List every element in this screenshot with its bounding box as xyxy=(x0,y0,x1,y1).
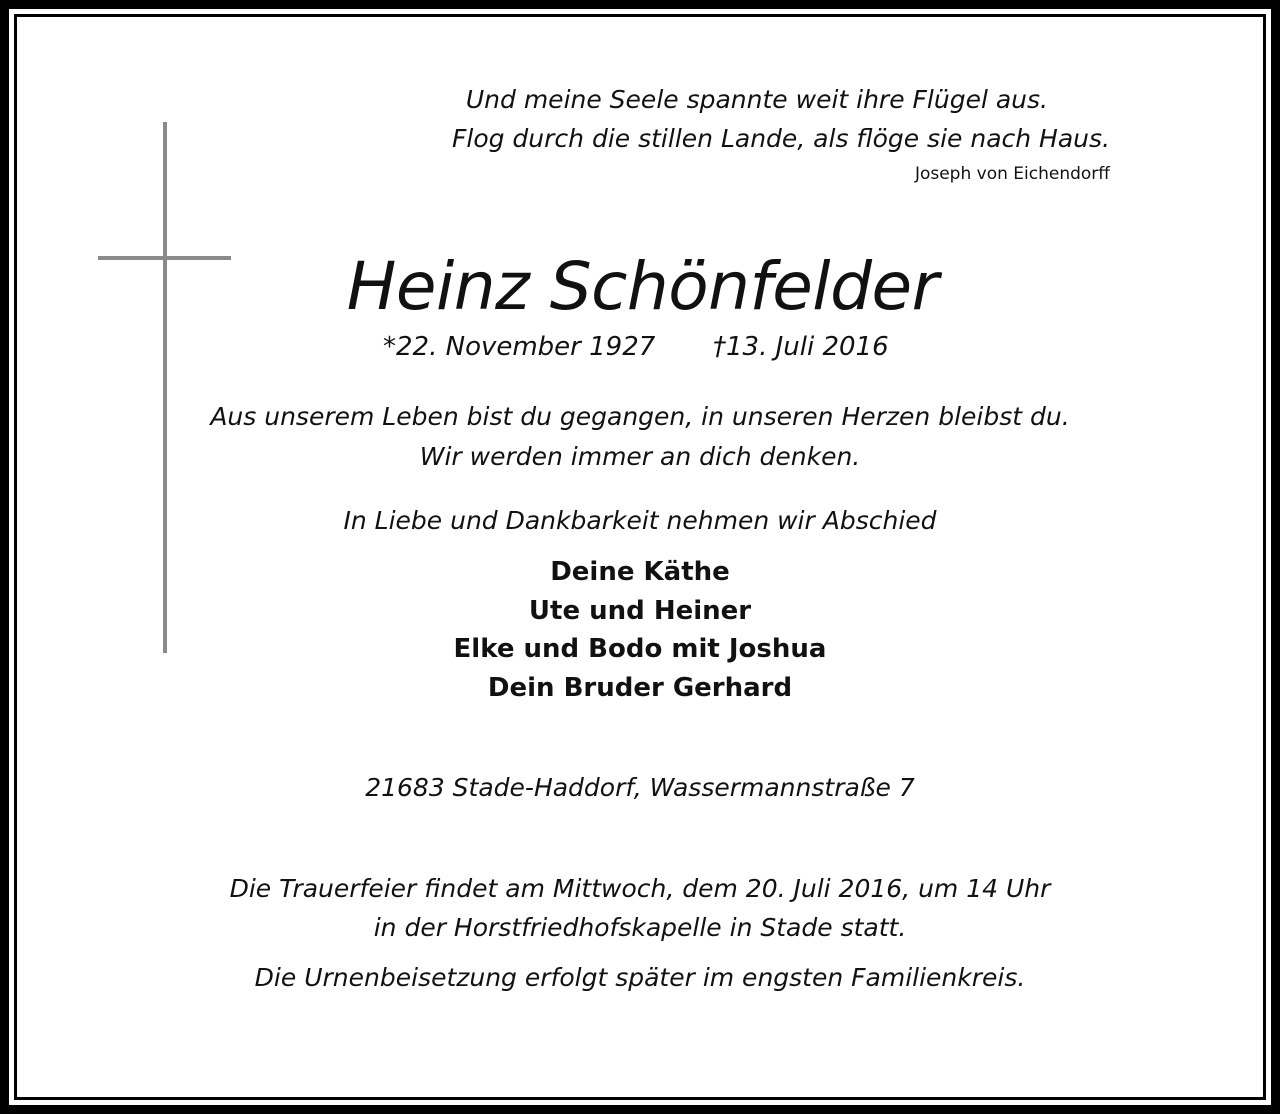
farewell-intro: In Liebe und Dankbarkeit nehmen wir Abschied xyxy=(343,506,937,535)
quote-line-1: Und meine Seele spannte weit ihre Flügel aus. xyxy=(465,85,1048,114)
farewell-line-2: Wir werden immer an dich denken. xyxy=(419,442,861,471)
mourner-name: Deine Käthe xyxy=(550,557,730,587)
death-date: †13. Juli 2016 xyxy=(713,332,889,362)
ceremony-line-1: Die Trauerfeier findet am Mittwoch, dem 20. Juli 2016, um 14 Uhr xyxy=(229,874,1051,903)
birth-date: *22. November 1927 xyxy=(383,332,656,362)
quote-author: Joseph von Eichendorff xyxy=(914,164,1110,184)
deceased-name: Heinz Schönfelder xyxy=(346,248,939,325)
family-address: 21683 Stade-Haddorf, Wassermannstraße 7 xyxy=(365,773,915,802)
quote-line-2: Flog durch die stillen Lande, als flöge sie nach Haus. xyxy=(452,124,1110,153)
farewell-line-1: Aus unserem Leben bist du gegangen, in unseren Herzen bleibst du. xyxy=(210,402,1070,431)
mourner-name: Ute und Heiner xyxy=(528,596,752,626)
mourner-name: Elke und Bodo mit Joshua xyxy=(453,634,827,664)
mourner-name: Dein Bruder Gerhard xyxy=(487,673,793,703)
ceremony-line-3: Die Urnenbeisetzung erfolgt später im engsten Familienkreis. xyxy=(254,963,1026,992)
ceremony-line-2: in der Horstfriedhofskapelle in Stade statt. xyxy=(373,913,907,942)
